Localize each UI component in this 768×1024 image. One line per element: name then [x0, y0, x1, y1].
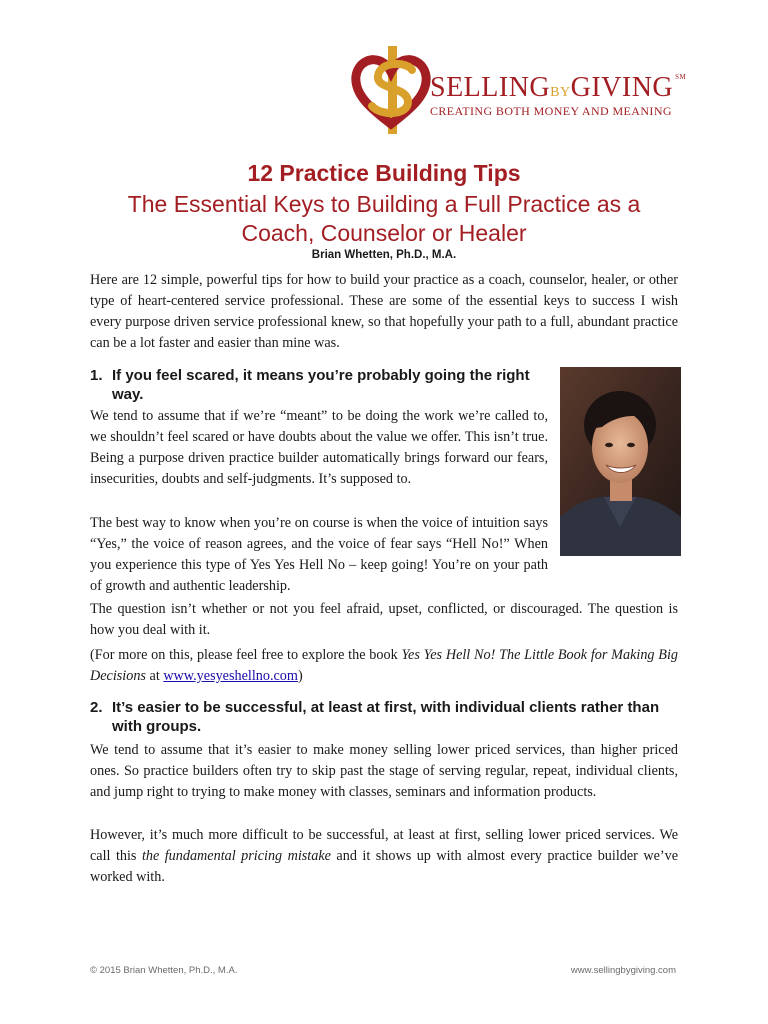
- selling-by-giving-logo: [350, 44, 690, 136]
- footer-copyright: © 2015 Brian Whetten, Ph.D., M.A.: [90, 965, 238, 976]
- book-title: Yes Yes Hell No! The Little Book for Making Big Decisions: [90, 647, 678, 684]
- intro-paragraph: Here are 12 simple, powerful tips for how to build your practice as a coach, counselor, healer, or other type of heart-centered service professional. These are some of the essential keys to success I wish every purpose driven service professional knew, so that hopefully your path to a full, abundant practice can be a lot faster and easier than mine was.: [90, 272, 678, 351]
- tip-1-paragraph-2: The best way to know when you’re on course is when the voice of intuition says “Yes,” the voice of reason agrees, and the voice of fear says “Hell No!” When you experience this type of Yes Yes Hell No – keep going! You’re on your path of growth and authentic leadership.: [90, 515, 548, 594]
- more-info-mid: at: [145, 668, 164, 684]
- yesyeshellno-link[interactable]: www.yesyeshellno.com: [163, 668, 298, 684]
- tip-2-paragraph-1: We tend to assume that it’s easier to make money selling lower priced services, than higher priced ones. So practice builders often try to skip past the stage of serving regular, repeat, individual clients, and jump right to trying to make money with classes, seminars and information products.: [90, 742, 678, 800]
- author-name: Brian Whetten, Ph.D., M.A.: [311, 249, 457, 261]
- tip-1-heading: [90, 366, 540, 404]
- tip-2-number: 2.: [90, 699, 103, 716]
- author-photo: [560, 367, 681, 556]
- more-info-prefix: (For more on this, please feel free to explore the book: [90, 647, 402, 663]
- document-title: 12 Practice Building Tips: [247, 160, 521, 186]
- portrait-image: [560, 367, 681, 556]
- document-subtitle: The Essential Keys to Building a Full Practice as a Coach, Counselor or Healer: [127, 191, 641, 246]
- heart-dollar-logo-icon: [350, 44, 432, 136]
- tip-2-p2-prefix: However, it’s much more difficult to be successful, at least at first, selling lower priced services. We call this: [90, 827, 678, 864]
- logo-brand: SELLINGBYGIVING ℠: [430, 72, 687, 103]
- tip-2-heading-text: It’s easier to be successful, at least at first, with individual clients rather than with groups.: [112, 699, 660, 735]
- tip-1-more-info: [90, 645, 678, 687]
- tip-2-paragraph-2: [90, 825, 678, 888]
- logo-text: [430, 74, 686, 119]
- footer-website[interactable]: www.sellingbygiving.com: [570, 965, 676, 976]
- logo-tagline: CREATING BOTH MONEY AND MEANING: [430, 104, 672, 118]
- tip-1-paragraph-1: We tend to assume that if we’re “meant” to be doing the work we’re called to, we shouldn’t feel scared or have doubts about the value we offer. This isn’t true. Being a purpose driven practice builder automatically brings forward our fears, insecurities, doubts and self-judgments. It’s supposed to.: [90, 408, 548, 487]
- tip-1-number: 1.: [90, 367, 103, 384]
- more-info-suffix: ): [297, 668, 303, 684]
- tip-1-paragraph-3: The question isn’t whether or not you feel afraid, upset, conflicted, or discouraged. The question is how you deal with it.: [90, 601, 678, 638]
- tip-2-heading: [90, 698, 680, 736]
- tip-1-heading-text: If you feel scared, it means you’re probably going the right way.: [112, 367, 530, 403]
- tip-2-p2-suffix: and it shows up with almost every practice builder we’ve worked with.: [90, 848, 679, 885]
- pricing-mistake-term: the fundamental pricing mistake: [141, 848, 331, 864]
